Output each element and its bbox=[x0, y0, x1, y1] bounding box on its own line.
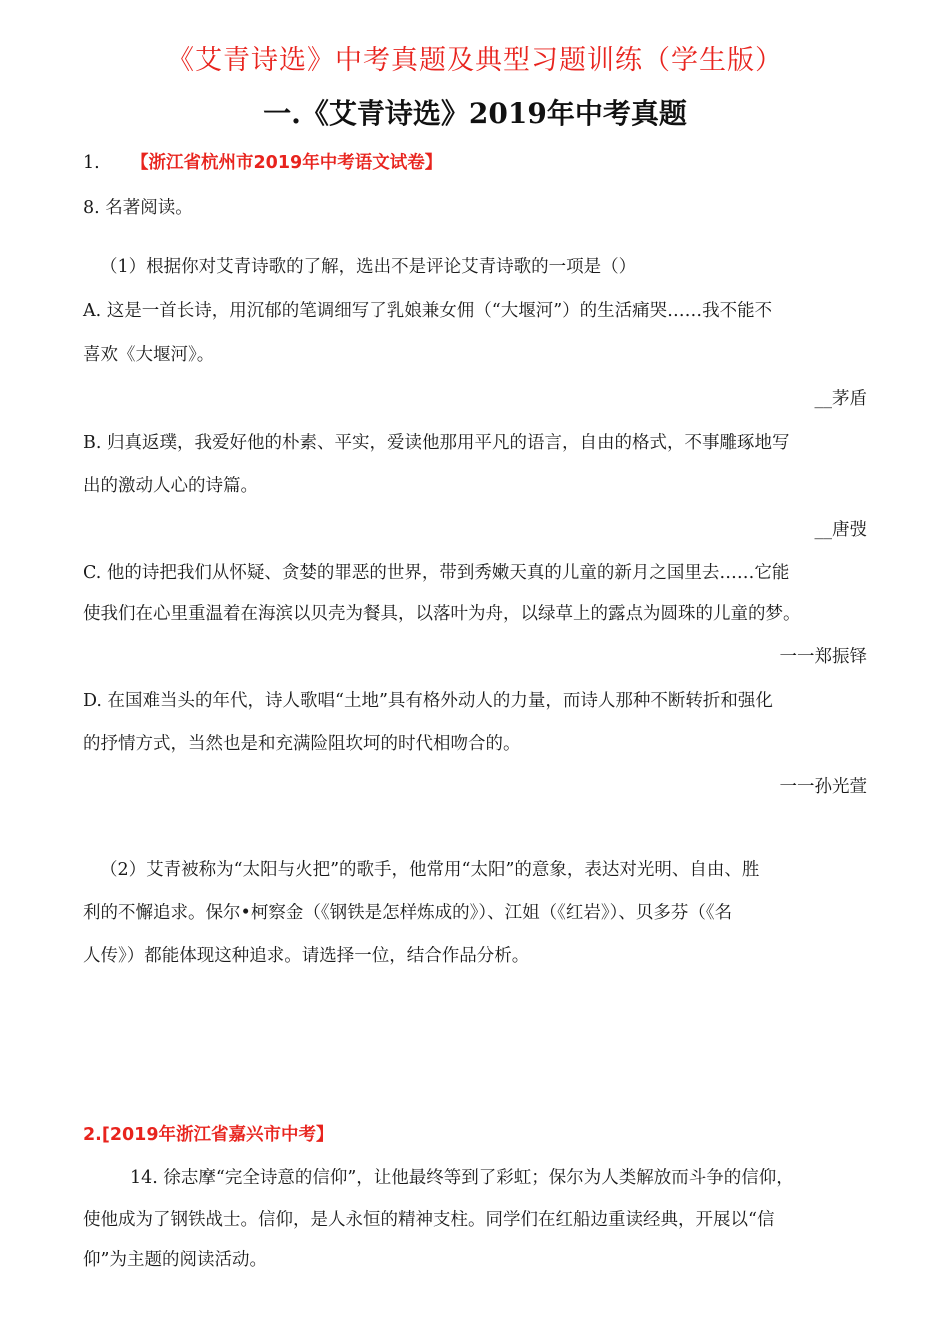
option-b-line-1: B. 归真返璞，我爱好他的朴素、平实，爱读他那用平凡的语言，自由的格式，不事雕琢地写 bbox=[83, 433, 790, 453]
sub-question-1-prompt: （1）根据你对艾青诗歌的了解，选出不是评论艾青诗歌的一项是（） bbox=[100, 257, 637, 277]
sub-question-2-line-1: （2）艾青被称为“太阳与火把”的歌手，他常用“太阳”的意象，表达对光明、自由、胜 bbox=[100, 860, 760, 880]
option-c-author: 一一郑振铎 bbox=[779, 647, 867, 667]
question-1-header bbox=[83, 151, 442, 175]
option-d-line-2: 的抒情方式，当然也是和充满险阻坎坷的时代相吻合的。 bbox=[83, 734, 521, 754]
option-d-line-1: D. 在国难当头的年代，诗人歌唱“土地”具有格外动人的力量，而诗人那种不断转折和强化 bbox=[83, 691, 773, 711]
question-source: 【浙江省杭州市2019年中考语文试卷】 bbox=[131, 153, 443, 173]
question-task: 8. 名著阅读。 bbox=[83, 198, 193, 218]
question-2-line-3: 仰”为主题的阅读活动。 bbox=[83, 1250, 267, 1270]
option-a-author: __茅盾 bbox=[814, 389, 867, 409]
option-b-author: __唐弢 bbox=[814, 520, 867, 540]
sub-question-2-line-2: 利的不懈追求。保尔•柯察金（《钢铁是怎样炼成的》）、江姐（《红岩》）、贝多芬（《名 bbox=[83, 903, 733, 923]
document-title: 《艾青诗选》中考真题及典型习题训练（学生版） bbox=[167, 45, 783, 76]
option-c-line-2: 使我们在心里重温着在海滨以贝壳为餐具，以落叶为舟，以绿草上的露点为圆珠的儿童的梦。 bbox=[83, 604, 801, 624]
question-2-line-2: 使他成为了钢铁战士。信仰，是人永恒的精神支柱。同学们在红船边重读经典，开展以“信 bbox=[83, 1210, 775, 1230]
question-2-source: 2.[2019年浙江省嘉兴市中考】 bbox=[83, 1125, 334, 1145]
option-a-line-1: A. 这是一首长诗，用沉郁的笔调细写了乳娘兼女佣（“大堰河”）的生活痛哭……我不能不 bbox=[83, 301, 773, 321]
option-b-line-2: 出的激动人心的诗篇。 bbox=[83, 476, 258, 496]
section-title: 一.《艾青诗选》2019年中考真题 bbox=[263, 97, 687, 130]
sub-question-2-line-3: 人传》）都能体现这种追求。请选择一位，结合作品分析。 bbox=[83, 946, 530, 966]
question-number: 1. bbox=[83, 153, 100, 173]
option-a-line-2: 喜欢《大堰河》。 bbox=[83, 345, 215, 365]
question-2-line-1: 14. 徐志摩“完全诗意的信仰”，让他最终等到了彩虹；保尔为人类解放而斗争的信仰， bbox=[130, 1168, 794, 1188]
option-d-author: 一一孙光萱 bbox=[779, 777, 867, 797]
option-c-line-1: C. 他的诗把我们从怀疑、贪婪的罪恶的世界，带到秀嫩天真的儿童的新月之国里去……它能 bbox=[83, 563, 790, 583]
